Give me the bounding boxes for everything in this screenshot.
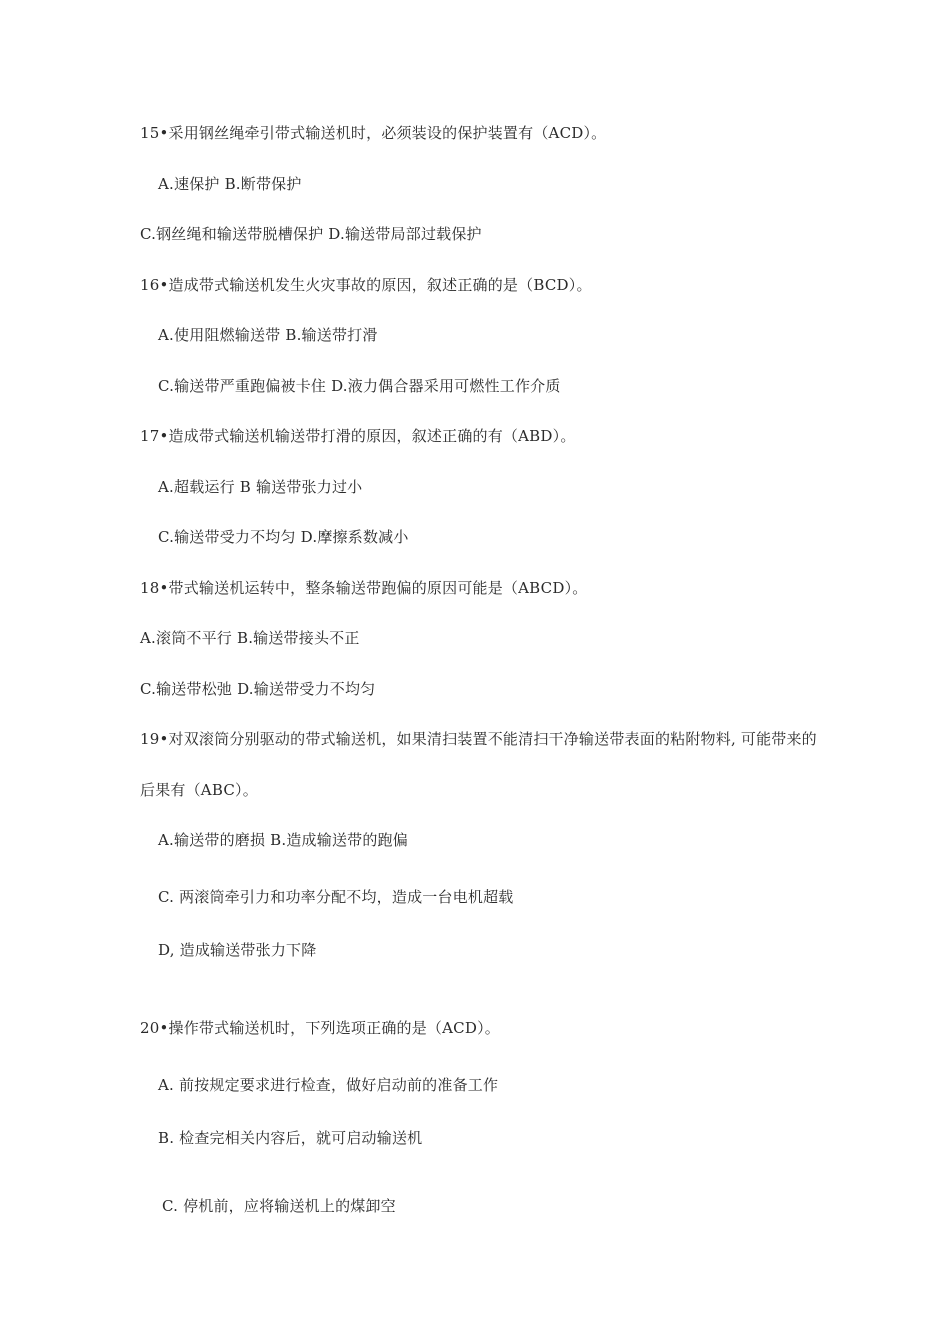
question-20-option-c: C. 停机前，应将输送机上的煤卸空 <box>162 1197 396 1215</box>
question-16: 16•造成带式输送机发生火灾事故的原因，叙述正确的是（BCD）。 <box>140 276 592 294</box>
question-17-options-cd: C.输送带受力不均匀 D.摩擦系数减小 <box>158 528 409 546</box>
question-19-continued: 后果有（ABC）。 <box>140 781 258 799</box>
question-20: 20•操作带式输送机时，下列选项正确的是（ACD）。 <box>140 1019 500 1037</box>
question-18-options-ab: A.滚筒不平行 B.输送带接头不正 <box>140 629 360 647</box>
question-19-options-ab: A.输送带的磨损 B.造成输送带的跑偏 <box>158 831 408 849</box>
question-15-options-ab: A.速保护 B.断带保护 <box>158 175 302 193</box>
question-15: 15•采用钢丝绳牵引带式输送机时，必须装设的保护装置有（ACD）。 <box>140 124 607 142</box>
question-17: 17•造成带式输送机输送带打滑的原因，叙述正确的有（ABD）。 <box>140 427 576 445</box>
question-19: 19•对双滚筒分别驱动的带式输送机，如果清扫装置不能清扫干净输送带表面的粘附物料, 可能带来的 <box>140 730 817 748</box>
question-19-option-d: D, 造成输送带张力下降 <box>158 941 317 959</box>
question-20-option-a: A. 前按规定要求进行检查，做好启动前的准备工作 <box>158 1076 499 1094</box>
question-16-options-ab: A.使用阻燃输送带 B.输送带打滑 <box>158 326 378 344</box>
question-16-options-cd: C.输送带严重跑偏被卡住 D.液力偶合器采用可燃性工作介质 <box>158 377 561 395</box>
question-18: 18•带式输送机运转中，整条输送带跑偏的原因可能是（ABCD）。 <box>140 579 588 597</box>
question-15-options-cd: C.钢丝绳和输送带脱槽保护 D.输送带局部过载保护 <box>140 225 482 243</box>
question-17-options-ab: A.超载运行 B 输送带张力过小 <box>158 478 363 496</box>
question-19-option-c: C. 两滚筒牵引力和功率分配不均，造成一台电机超载 <box>158 888 514 906</box>
question-20-option-b: B. 检查完相关内容后，就可启动输送机 <box>158 1129 423 1147</box>
question-18-options-cd: C.输送带松弛 D.输送带受力不均匀 <box>140 680 376 698</box>
